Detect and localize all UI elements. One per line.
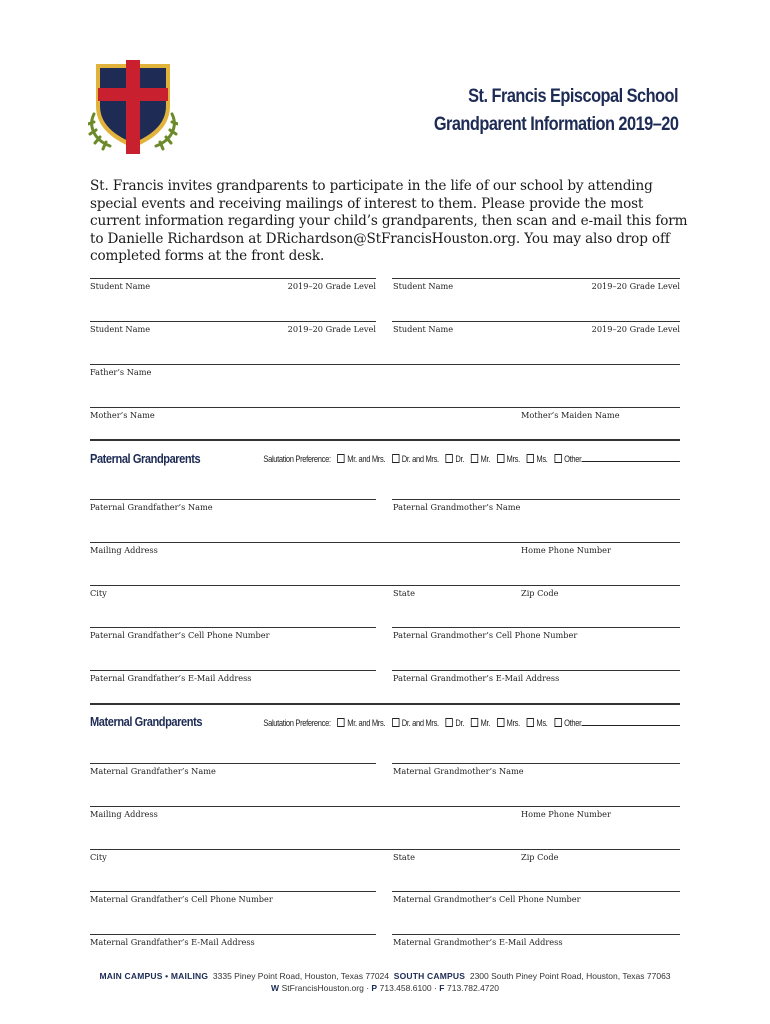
mailing-address-label: Mailing Address [90, 809, 158, 819]
footer-addresses [0, 970, 770, 982]
south-campus-label: SOUTH CAMPUS [393, 971, 466, 981]
maternal-grandmother-name-line[interactable] [392, 763, 680, 764]
student-name-line-3[interactable] [90, 321, 376, 322]
checkbox-icon [527, 718, 534, 727]
paternal-address-line[interactable] [90, 542, 680, 543]
school-name: St. Francis Episcopal School [468, 86, 678, 107]
phone-number: 713.458.6100 [379, 983, 432, 993]
mother-name-label: Mother’s Name [90, 410, 155, 420]
checkbox-mrs[interactable]: Mrs. [497, 718, 520, 728]
state-label: State [393, 852, 415, 862]
mailing-address-label: Mailing Address [90, 545, 158, 555]
paternal-grandfather-email-label: Paternal Grandfather’s E-Mail Address [90, 673, 252, 683]
web-label: W [271, 983, 280, 993]
other-input-line[interactable] [582, 718, 680, 726]
checkbox-icon [527, 454, 534, 463]
paternal-salutation [264, 454, 680, 464]
checkbox-dr[interactable]: Dr. [446, 454, 464, 464]
section-divider [90, 703, 680, 705]
zip-label: Zip Code [521, 588, 559, 598]
checkbox-icon [555, 454, 562, 463]
south-campus-address: 2300 South Piney Point Road, Houston, Texas 77063 [469, 971, 671, 981]
grade-level-label: 2019–20 Grade Level [591, 281, 680, 291]
paternal-grandmother-email-line[interactable] [392, 670, 680, 671]
father-name-line[interactable] [90, 364, 680, 365]
maternal-grandfather-name-line[interactable] [90, 763, 376, 764]
maternal-grandmother-cell-line[interactable] [392, 891, 680, 892]
maternal-grandfather-cell-label: Maternal Grandfather’s Cell Phone Number [90, 894, 273, 904]
paternal-grandfather-name-line[interactable] [90, 499, 376, 500]
paternal-grandfather-cell-label: Paternal Grandfather’s Cell Phone Number [90, 630, 270, 640]
checkbox-icon [497, 454, 504, 463]
student-name-label: Student Name [90, 324, 151, 334]
maternal-grandmother-name-label: Maternal Grandmother’s Name [393, 766, 524, 776]
checkbox-mrs[interactable]: Mrs. [497, 454, 520, 464]
salutation-label: Salutation Preference: [263, 454, 332, 464]
state-label: State [393, 588, 415, 598]
maternal-grandmother-email-line[interactable] [392, 934, 680, 935]
grade-level-label: 2019–20 Grade Level [591, 324, 680, 334]
checkbox-mr[interactable]: Mr. [471, 718, 490, 728]
checkbox-other[interactable]: Other [555, 454, 680, 464]
student-name-label: Student Name [393, 281, 454, 291]
checkbox-mr-mrs[interactable]: Mr. and Mrs. [338, 454, 386, 464]
mother-maiden-label: Mother’s Maiden Name [521, 410, 620, 420]
section-divider [90, 439, 680, 441]
checkbox-icon [338, 718, 345, 727]
grade-level-label: 2019–20 Grade Level [287, 324, 376, 334]
city-label: City [90, 852, 107, 862]
maternal-grandfather-email-line[interactable] [90, 934, 376, 935]
checkbox-icon [471, 454, 478, 463]
paternal-heading: Paternal Grandparents [90, 451, 201, 466]
mother-name-line[interactable] [90, 407, 680, 408]
school-crest-logo [88, 60, 178, 156]
phone-label: P [371, 983, 378, 993]
checkbox-ms[interactable]: Ms. [527, 454, 548, 464]
maternal-grandmother-cell-label: Maternal Grandmother’s Cell Phone Number [393, 894, 581, 904]
form-title: Grandparent Information 2019–20 [433, 114, 678, 135]
checkbox-icon [392, 454, 399, 463]
checkbox-icon [497, 718, 504, 727]
student-name-line-1[interactable] [90, 278, 376, 279]
home-phone-label: Home Phone Number [521, 809, 611, 819]
father-name-label: Father’s Name [90, 367, 152, 377]
checkbox-mr[interactable]: Mr. [471, 454, 490, 464]
checkbox-icon [471, 718, 478, 727]
intro-paragraph: St. Francis invites grandparents to participate in the life of our school by attending special events and receiving mailings of interest to them. Please provide the most current information regarding your child’s grandparents, then scan and e-mail this form to Danielle Richardson at DRichardson@StFrancisHouston.org. You may also drop off completed forms at the front desk. [90, 178, 688, 265]
checkbox-icon [392, 718, 399, 727]
other-input-line[interactable] [582, 454, 680, 462]
maternal-salutation [264, 718, 680, 728]
main-campus-label: MAIN CAMPUS • MAILING [99, 971, 209, 981]
checkbox-icon [338, 454, 345, 463]
paternal-grandmother-cell-line[interactable] [392, 627, 680, 628]
checkbox-ms[interactable]: Ms. [527, 718, 548, 728]
checkbox-icon [446, 718, 453, 727]
paternal-grandmother-cell-label: Paternal Grandmother’s Cell Phone Number [393, 630, 578, 640]
checkbox-icon [446, 454, 453, 463]
maternal-city-line[interactable] [90, 849, 680, 850]
home-phone-label: Home Phone Number [521, 545, 611, 555]
checkbox-mr-mrs[interactable]: Mr. and Mrs. [338, 718, 386, 728]
maternal-grandfather-email-label: Maternal Grandfather’s E-Mail Address [90, 937, 255, 947]
footer [0, 970, 770, 994]
main-campus-address: 3335 Piney Point Road, Houston, Texas 77024 [212, 971, 390, 981]
maternal-grandfather-cell-line[interactable] [90, 891, 376, 892]
student-name-line-2[interactable] [392, 278, 680, 279]
fax-label: F [439, 983, 445, 993]
paternal-city-line[interactable] [90, 585, 680, 586]
maternal-grandfather-name-label: Maternal Grandfather’s Name [90, 766, 216, 776]
city-label: City [90, 588, 107, 598]
student-name-line-4[interactable] [392, 321, 680, 322]
checkbox-dr[interactable]: Dr. [446, 718, 464, 728]
paternal-grandfather-name-label: Paternal Grandfather’s Name [90, 502, 213, 512]
paternal-grandmother-name-line[interactable] [392, 499, 680, 500]
student-name-label: Student Name [393, 324, 454, 334]
maternal-heading: Maternal Grandparents [90, 714, 203, 729]
paternal-grandmother-name-label: Paternal Grandmother’s Name [393, 502, 521, 512]
paternal-grandmother-email-label: Paternal Grandmother’s E-Mail Address [393, 673, 560, 683]
salutation-label: Salutation Preference: [263, 718, 332, 728]
maternal-grandmother-email-label: Maternal Grandmother’s E-Mail Address [393, 937, 563, 947]
paternal-grandfather-cell-line[interactable] [90, 627, 376, 628]
website-link[interactable]: StFrancisHouston.org [281, 983, 364, 993]
fax-number: 713.782.4720 [446, 983, 499, 993]
checkbox-dr-mrs[interactable]: Dr. and Mrs. [392, 718, 439, 728]
checkbox-other[interactable]: Other [555, 718, 680, 728]
maternal-address-line[interactable] [90, 806, 680, 807]
footer-contact: W StFrancisHouston.org · P 713.458.6100 · F 713.782.4720 [271, 983, 499, 993]
checkbox-icon [555, 718, 562, 727]
student-name-label: Student Name [90, 281, 151, 291]
checkbox-dr-mrs[interactable]: Dr. and Mrs. [392, 454, 439, 464]
zip-label: Zip Code [521, 852, 559, 862]
grade-level-label: 2019–20 Grade Level [287, 281, 376, 291]
paternal-grandfather-email-line[interactable] [90, 670, 376, 671]
